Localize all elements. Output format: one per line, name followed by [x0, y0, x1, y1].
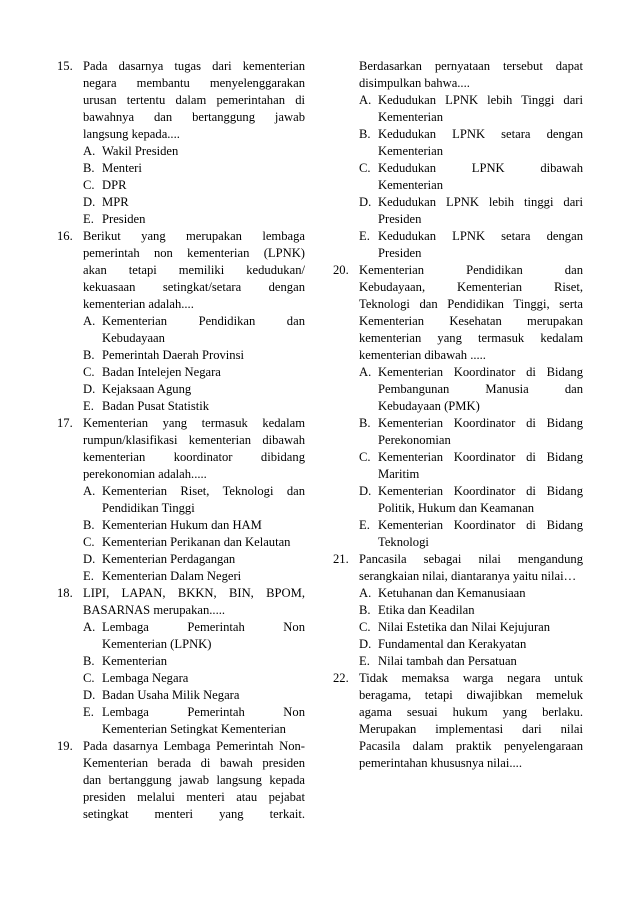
- option-letter: B.: [359, 127, 371, 141]
- option-text: [102, 381, 305, 398]
- answer-option: [359, 517, 583, 551]
- option-text-line: Kementerian: [102, 654, 168, 668]
- option-text: [378, 602, 583, 619]
- question-body: [83, 228, 305, 415]
- option-text: [378, 483, 583, 517]
- question-text-line: langsung kepada....: [83, 127, 180, 141]
- option-text: [102, 704, 305, 738]
- question-text-line: kekuasaan setingkat/setara dengan: [83, 280, 305, 294]
- answer-option: [83, 653, 305, 670]
- option-text-line: Perekonomian: [378, 433, 451, 447]
- option-letter: D.: [83, 688, 96, 702]
- option-letter: E.: [83, 212, 94, 226]
- option-text-line: Badan Usaha Milik Negara: [102, 688, 240, 702]
- option-text: [102, 177, 305, 194]
- option-text-line: Kedudukan LPNK setara dengan: [378, 127, 583, 141]
- option-letter: B.: [359, 416, 371, 430]
- option-text-line: Badan Pusat Statistik: [102, 399, 210, 413]
- option-text: [378, 517, 583, 551]
- question-text-line: Merupakan implementasi dari nilai: [359, 722, 583, 736]
- option-text-line: Wakil Presiden: [102, 144, 179, 158]
- option-text-line: Kementerian Perikanan dan Kelautan: [102, 535, 291, 549]
- question-text-line: dan bertanggung jawab langsung kepada: [83, 773, 305, 787]
- answer-option: [359, 619, 583, 636]
- option-letter: C.: [83, 178, 95, 192]
- answer-option: [83, 398, 305, 415]
- question-item: [57, 58, 305, 228]
- option-letter: E.: [83, 569, 94, 583]
- option-text-line: Kementerian Perdagangan: [102, 552, 236, 566]
- question-item: [57, 228, 305, 415]
- question-body: [83, 58, 305, 228]
- question-text-line: Pancasila sebagai nilai mengandung: [359, 552, 583, 566]
- option-text: [378, 126, 583, 160]
- option-text-line: Presiden: [378, 212, 422, 226]
- answer-option: [83, 364, 305, 381]
- option-text-line: Kebudayaan (PMK): [378, 399, 480, 413]
- question-text-line: kementerian dibawah .....: [359, 348, 486, 362]
- option-text: [102, 313, 305, 347]
- option-text-line: Kejaksaan Agung: [102, 382, 192, 396]
- option-letter: B.: [83, 348, 95, 362]
- option-text-line: Politik, Hukum dan Keamanan: [378, 501, 534, 515]
- option-text: [378, 636, 583, 653]
- question-text-line: Kementerian berada di bawah presiden: [83, 756, 305, 770]
- answer-option: [359, 602, 583, 619]
- answer-option: [359, 653, 583, 670]
- option-letter: E.: [359, 654, 370, 668]
- option-text: [102, 551, 305, 568]
- answer-option: [83, 551, 305, 568]
- option-text-line: Kementerian Pendidikan dan: [102, 314, 305, 328]
- option-text-line: Presiden: [378, 246, 422, 260]
- question-text-line: kementerian yang termasuk kedalam: [359, 331, 583, 345]
- option-text-line: Kementerian Koordinator di Bidang: [378, 416, 583, 430]
- option-text: [102, 670, 305, 687]
- question-body: [83, 415, 305, 585]
- option-text-line: Kementerian Riset, Teknologi dan: [102, 484, 305, 498]
- answer-option: [83, 670, 305, 687]
- right-column: [333, 58, 583, 772]
- question-body: [359, 262, 583, 551]
- question-text-line: kementerian koordinator dibidang: [83, 450, 305, 464]
- option-text: [102, 534, 305, 551]
- option-text-line: Kementerian Koordinator di Bidang: [378, 518, 583, 532]
- answer-option: [83, 381, 305, 398]
- question-number: 22.: [333, 671, 349, 685]
- question-text-line: pemerintah non kementerian (LPNK): [83, 246, 305, 260]
- option-text-line: Kementerian (LPNK): [102, 637, 212, 651]
- option-letter: C.: [83, 365, 95, 379]
- option-text-line: Kementerian Koordinator di Bidang: [378, 450, 583, 464]
- option-text: [378, 92, 583, 126]
- option-text: [102, 619, 305, 653]
- option-text-line: MPR: [102, 195, 129, 209]
- option-text: [378, 653, 583, 670]
- question-text-line: agama sesuai hukum yang berlaku.: [359, 705, 583, 719]
- option-text-line: Kedudukan LPNK lebih Tinggi dari: [378, 93, 583, 107]
- option-text: [102, 568, 305, 585]
- option-text: [378, 160, 583, 194]
- question-text-line: BASARNAS merupakan.....: [83, 603, 226, 617]
- answer-option: [359, 92, 583, 126]
- question-text-line: perekonomian adalah.....: [83, 467, 207, 481]
- answer-option: [83, 687, 305, 704]
- answer-option: [83, 177, 305, 194]
- option-text: [102, 483, 305, 517]
- question-item: [333, 551, 583, 670]
- option-text-line: Kebudayaan: [102, 331, 165, 345]
- option-letter: C.: [359, 620, 371, 634]
- option-text: [378, 585, 583, 602]
- answer-option: [359, 449, 583, 483]
- option-text-line: Pembangunan Manusia dan: [378, 382, 583, 396]
- option-text-line: Kedudukan LPNK dibawah: [378, 161, 583, 175]
- option-letter: A.: [83, 314, 96, 328]
- question-text-line: Kementerian Kesehatan merupakan: [359, 314, 583, 328]
- answer-option: [83, 619, 305, 653]
- option-text-line: Maritim: [378, 467, 420, 481]
- question-text-line: Tidak memaksa warga negara untuk: [359, 671, 583, 685]
- option-text-line: Badan Intelejen Negara: [102, 365, 221, 379]
- question-body: [83, 738, 305, 823]
- question-body: [359, 551, 583, 670]
- question-text-line: bawahnya dan bertanggung jawab: [83, 110, 305, 124]
- question-item: [333, 670, 583, 772]
- answer-option: [83, 704, 305, 738]
- option-text: [102, 211, 305, 228]
- option-text-line: Kementerian: [378, 178, 444, 192]
- option-text-line: Fundamental dan Kerakyatan: [378, 637, 527, 651]
- question-number: 20.: [333, 263, 349, 277]
- question-text-line: Teknologi dan Pendidikan Tinggi, serta: [359, 297, 583, 311]
- question-text-line: kementerian adalah....: [83, 297, 194, 311]
- option-text-line: Pemerintah Daerah Provinsi: [102, 348, 244, 362]
- option-letter: A.: [359, 365, 372, 379]
- answer-option: [83, 347, 305, 364]
- option-text: [378, 449, 583, 483]
- option-letter: C.: [359, 450, 371, 464]
- option-text: [102, 653, 305, 670]
- option-letter: A.: [359, 586, 372, 600]
- option-text-line: Kementerian: [378, 110, 444, 124]
- option-letter: D.: [359, 195, 372, 209]
- question-item: [57, 415, 305, 585]
- answer-option: [83, 160, 305, 177]
- question-text-line: setingkat menteri yang terkait.: [83, 807, 305, 821]
- question-text-line: Pada dasarnya Lembaga Pemerintah Non-: [83, 739, 305, 753]
- option-text: [102, 364, 305, 381]
- option-text: [378, 364, 583, 415]
- option-letter: D.: [359, 484, 372, 498]
- question-text-line: Kebudayaan, Kementerian Riset,: [359, 280, 583, 294]
- option-text: [102, 194, 305, 211]
- option-letter: B.: [359, 603, 371, 617]
- answer-option: [359, 194, 583, 228]
- question-text-line: serangkaian nilai, diantaranya yaitu nilai…: [359, 569, 577, 583]
- question-item: [57, 738, 305, 823]
- option-text: [102, 347, 305, 364]
- option-text: [378, 619, 583, 636]
- option-letter: A.: [83, 484, 96, 498]
- question-text-line: presiden melalui menteri atau pejabat: [83, 790, 305, 804]
- option-text-line: Etika dan Keadilan: [378, 603, 475, 617]
- option-text: [378, 415, 583, 449]
- option-letter: D.: [83, 195, 96, 209]
- option-text-line: Menteri: [102, 161, 142, 175]
- option-text-line: Nilai Estetika dan Nilai Kejujuran: [378, 620, 551, 634]
- option-text-line: Kementerian Hukum dan HAM: [102, 518, 262, 532]
- option-text-line: Kedudukan LPNK lebih tinggi dari: [378, 195, 583, 209]
- option-letter: C.: [83, 671, 95, 685]
- option-text-line: Lembaga Pemerintah Non: [102, 620, 305, 634]
- option-letter: B.: [83, 654, 95, 668]
- option-text-line: Kementerian: [378, 144, 444, 158]
- option-text: [102, 687, 305, 704]
- option-letter: D.: [83, 382, 96, 396]
- option-text-line: Nilai tambah dan Persatuan: [378, 654, 517, 668]
- question-body: [359, 670, 583, 772]
- answer-option: [359, 364, 583, 415]
- option-letter: D.: [359, 637, 372, 651]
- option-text-line: Pendidikan Tinggi: [102, 501, 195, 515]
- answer-option: [359, 228, 583, 262]
- option-text-line: Teknologi: [378, 535, 429, 549]
- option-letter: C.: [359, 161, 371, 175]
- question-text-line: Kementerian yang termasuk kedalam: [83, 416, 305, 430]
- answer-option: [359, 126, 583, 160]
- option-text: [102, 398, 305, 415]
- answer-option: [359, 585, 583, 602]
- option-text-line: Kementerian Dalam Negeri: [102, 569, 242, 583]
- question-text-line: Kementerian Pendidikan dan: [359, 263, 583, 277]
- question-body: [83, 585, 305, 738]
- option-letter: E.: [83, 705, 94, 719]
- left-column: [57, 58, 305, 823]
- answer-option: [359, 415, 583, 449]
- answer-option: [83, 534, 305, 551]
- answer-option: [83, 517, 305, 534]
- answer-option: [83, 143, 305, 160]
- option-text-line: Lembaga Negara: [102, 671, 189, 685]
- answer-option: [83, 211, 305, 228]
- question-item: [57, 585, 305, 738]
- question-text-line: pemerintahan khususnya nilai....: [359, 756, 522, 770]
- question-number: 18.: [57, 586, 73, 600]
- answer-option: [359, 636, 583, 653]
- option-letter: E.: [359, 518, 370, 532]
- option-letter: A.: [359, 93, 372, 107]
- question-number: 21.: [333, 552, 349, 566]
- question-item: [333, 262, 583, 551]
- option-letter: E.: [83, 399, 94, 413]
- option-text-line: Kementerian Koordinator di Bidang: [378, 365, 583, 379]
- question-number: 16.: [57, 229, 73, 243]
- option-letter: B.: [83, 518, 95, 532]
- question-text-line: akan tetapi memiliki kedudukan/: [83, 263, 305, 277]
- option-letter: A.: [83, 144, 96, 158]
- option-letter: C.: [83, 535, 95, 549]
- question-text-line: Berikut yang merupakan lembaga: [83, 229, 305, 243]
- option-text: [378, 194, 583, 228]
- option-letter: E.: [359, 229, 370, 243]
- answer-option: [83, 194, 305, 211]
- question-text-line: beragama, tetapi diwajibkan memeluk: [359, 688, 583, 702]
- question-text-line: Pacasila dalam praktik penyelengaraan: [359, 739, 583, 753]
- option-letter: A.: [83, 620, 96, 634]
- option-text-line: Presiden: [102, 212, 146, 226]
- option-text-line: Kementerian Setingkat Kementerian: [102, 722, 286, 736]
- question-text-line: LIPI, LAPAN, BKKN, BIN, BPOM,: [83, 586, 305, 600]
- answer-option: [359, 483, 583, 517]
- question-19-continuation: [333, 58, 583, 262]
- option-letter: D.: [83, 552, 96, 566]
- option-letter: B.: [83, 161, 95, 175]
- option-text-line: Kedudukan LPNK setara dengan: [378, 229, 583, 243]
- option-text-line: Lembaga Pemerintah Non: [102, 705, 305, 719]
- question-text-line: Pada dasarnya tugas dari kementerian: [83, 59, 305, 73]
- question-number: 15.: [57, 59, 73, 73]
- option-text-line: Kementerian Koordinator di Bidang: [378, 484, 583, 498]
- option-text: [102, 143, 305, 160]
- answer-option: [83, 568, 305, 585]
- question-text-line: Berdasarkan pernyataan tersebut dapat: [359, 59, 583, 73]
- option-text: [102, 160, 305, 177]
- option-text-line: Ketuhanan dan Kemanusiaan: [378, 586, 526, 600]
- question-text-line: negara membantu menyelenggarakan: [83, 76, 305, 90]
- option-text: [102, 517, 305, 534]
- answer-option: [359, 160, 583, 194]
- question-number: 17.: [57, 416, 73, 430]
- question-text-line: urusan tertentu dalam pemerintahan di: [83, 93, 305, 107]
- answer-option: [83, 313, 305, 347]
- answer-option: [83, 483, 305, 517]
- option-text: [378, 228, 583, 262]
- option-text-line: DPR: [102, 178, 127, 192]
- question-number: 19.: [57, 739, 73, 753]
- question-text-line: disimpulkan bahwa....: [359, 76, 470, 90]
- question-text-line: rumpun/klasifikasi kementerian dibawah: [83, 433, 305, 447]
